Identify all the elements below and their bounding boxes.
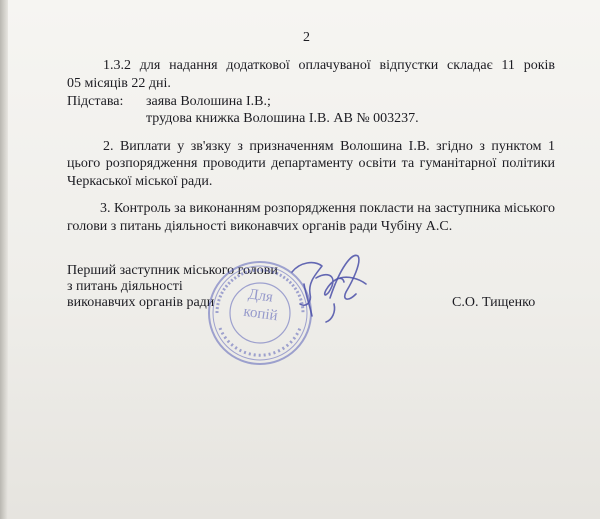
signatory-name: С.О. Тищенко [452,295,536,310]
signatory-title-line-3: виконавчих органів ради [67,295,215,310]
item-3-line-1: 3. Контроль за виконанням розпорядження покласти на заступника міського [100,201,555,216]
item-3-line-2: голови з питань діяльності виконавчих органів ради Чубіну А.С. [67,219,453,234]
signatory-title-line-2: з питань діяльності [67,279,183,294]
basis-line-1: заява Волошина І.В.; [146,94,271,109]
item-1-3-2-line-2: 05 місяців 22 дні. [67,76,171,91]
stamp-inner-text-2: копій [242,303,279,325]
item-2-line-1: 2. Виплати у зв'язку з призначенням Волошина І.В. згідно з пунктом 1 [103,139,555,154]
page-edge-shadow [0,0,8,519]
basis-line-2: трудова книжка Волошина І.В. АВ № 003237. [146,111,419,126]
item-1-3-2-line-1: 1.3.2 для надання додаткової оплачуваної відпустки складає 11 років [103,58,555,73]
stamp-inner-text-1: Для [247,286,274,306]
page-number: 2 [303,30,310,45]
item-2-line-2: цього розпорядження проводити департаменту освіти та гуманітарної політики [67,156,555,171]
signatory-title-line-1: Перший заступник міського голови [67,263,278,278]
item-2-line-3: Черкаської міської ради. [67,174,213,189]
handwritten-signature [270,238,380,328]
basis-label: Підстава: [67,94,124,109]
